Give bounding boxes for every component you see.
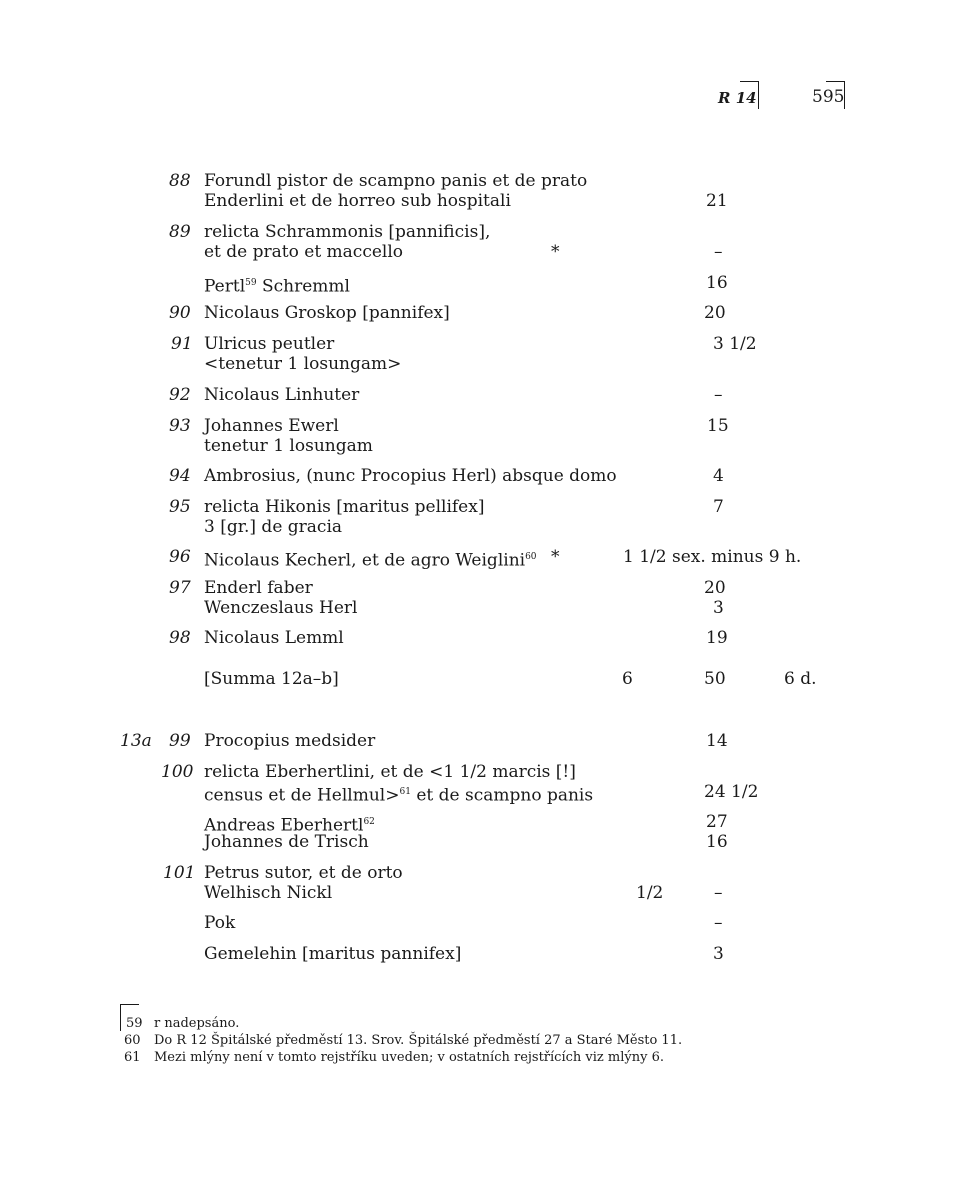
entry-text: Gemelehin [maritus pannifex] [204, 944, 462, 964]
entry-number: 95 [169, 497, 191, 517]
entry-number: 94 [169, 466, 191, 486]
entry-text: relicta Hikonis [maritus pellifex] [204, 497, 485, 517]
value-groschen: – [714, 385, 723, 405]
entry-text: Nicolaus Groskop [pannifex] [204, 303, 450, 323]
entry-text: Nicolaus Linhuter [204, 385, 360, 405]
entry-text: Nicolaus Lemml [204, 628, 344, 648]
value-wide: 1 1/2 sex. minus 9 h. [623, 547, 802, 567]
footnote-text: r nadepsáno. [154, 1016, 240, 1031]
entry-text: <tenetur 1 losungam> [204, 354, 402, 374]
value-groschen: 21 [706, 191, 728, 211]
entry-number: 90 [169, 303, 191, 323]
summa-value-3: 6 d. [784, 669, 817, 689]
entry-text: Johannes Ewerl [204, 416, 339, 436]
entry-number: 91 [171, 334, 193, 354]
value-groschen: 14 [706, 731, 728, 751]
entry-number: 88 [169, 171, 191, 191]
entry-text: tenetur 1 losungam [204, 436, 373, 456]
entry-text: Pok [204, 913, 236, 933]
asterisk-mark: * [551, 547, 560, 567]
entry-text: Ambrosius, (nunc Procopius Herl) absque domo [204, 466, 617, 486]
value-groschen: 16 [706, 273, 728, 293]
entry-number: 99 [169, 731, 191, 751]
entry-text: Enderlini et de horreo sub hospitali [204, 191, 511, 211]
value-groschen: 3 1/2 [713, 334, 757, 354]
value-groschen: 27 [706, 812, 728, 832]
value-groschen: 20 [704, 303, 726, 323]
value-groschen: – [714, 242, 723, 262]
value-groschen: 7 [713, 497, 724, 517]
entry-number: 93 [169, 416, 191, 436]
value-groschen: 3 [713, 944, 724, 964]
value-groschen: 4 [713, 466, 724, 486]
value-groschen: 19 [706, 628, 728, 648]
entry-number: 92 [169, 385, 191, 405]
summa-label: [Summa 12a–b] [204, 669, 339, 689]
footnote-text: Mezi mlýny není v tomto rejstříku uveden; v ostatních rejstřících viz mlýny 6. [154, 1050, 664, 1065]
footnote-text: Do R 12 Špitálské předměstí 13. Srov. Špitálské předměstí 27 a Staré Město 11. [154, 1033, 683, 1048]
entry-text: Enderl faber [204, 578, 313, 598]
value-first: 1/2 [636, 883, 664, 903]
entry-text: Nicolaus Kecherl, et de agro Weiglini$^{60}$ [204, 550, 537, 571]
value-groschen: 3 [713, 598, 724, 618]
entry-number: 98 [169, 628, 191, 648]
asterisk-mark: * [551, 242, 560, 262]
entry-text: relicta Eberhertlini, et de <1 1/2 marcis [!] [204, 762, 576, 782]
page-number: 595 [812, 87, 845, 107]
entry-text: Ulricus peutler [204, 334, 335, 354]
footnote-ref: 62 [363, 817, 375, 827]
entry-number: 96 [169, 547, 191, 567]
value-groschen: 24 1/2 [704, 782, 759, 802]
entry-number: 100 [161, 762, 194, 782]
entry-text: Forundl pistor de scampno panis et de prato [204, 171, 588, 191]
side-label: 13a [120, 731, 152, 751]
entry-text: Procopius medsider [204, 731, 376, 751]
footnote-number: 59 [126, 1016, 143, 1031]
entry-text: Welhisch Nickl [204, 883, 333, 903]
entry-text: Petrus sutor, et de orto [204, 863, 403, 883]
entry-text: relicta Schrammonis [pannificis], [204, 222, 491, 242]
summa-value-2: 50 [704, 669, 726, 689]
value-groschen: – [714, 883, 723, 903]
entry-text: census et de Hellmul>$^{61}$ et de scampno panis [204, 785, 594, 806]
summa-value-1: 6 [622, 669, 633, 689]
entry-text: Andreas Eberhertl$^{62}$ [204, 815, 375, 836]
value-groschen: 15 [707, 416, 729, 436]
entry-text: Wenczeslaus Herl [204, 598, 358, 618]
footnote-ref: 60 [525, 552, 537, 562]
entry-number: 97 [169, 578, 191, 598]
header-corner-mark [740, 81, 759, 109]
value-groschen: – [714, 913, 723, 933]
value-groschen: 20 [704, 578, 726, 598]
page-number-corner-mark [826, 81, 845, 109]
entry-number: 101 [163, 863, 196, 883]
entry-text: Pertl$^{59}$ Schremml [204, 276, 350, 297]
footnote-number: 60 [124, 1033, 141, 1048]
entry-text: Johannes de Trisch [204, 832, 369, 852]
running-head: R 14 [718, 89, 757, 107]
value-groschen: 16 [706, 832, 728, 852]
footnote-ref: 61 [399, 787, 411, 797]
entry-number: 89 [169, 222, 191, 242]
footnote-ref: 59 [245, 278, 257, 288]
entry-text: 3 [gr.] de gracia [204, 517, 343, 537]
entry-text: et de prato et maccello [204, 242, 404, 262]
footnote-number: 61 [124, 1050, 141, 1065]
